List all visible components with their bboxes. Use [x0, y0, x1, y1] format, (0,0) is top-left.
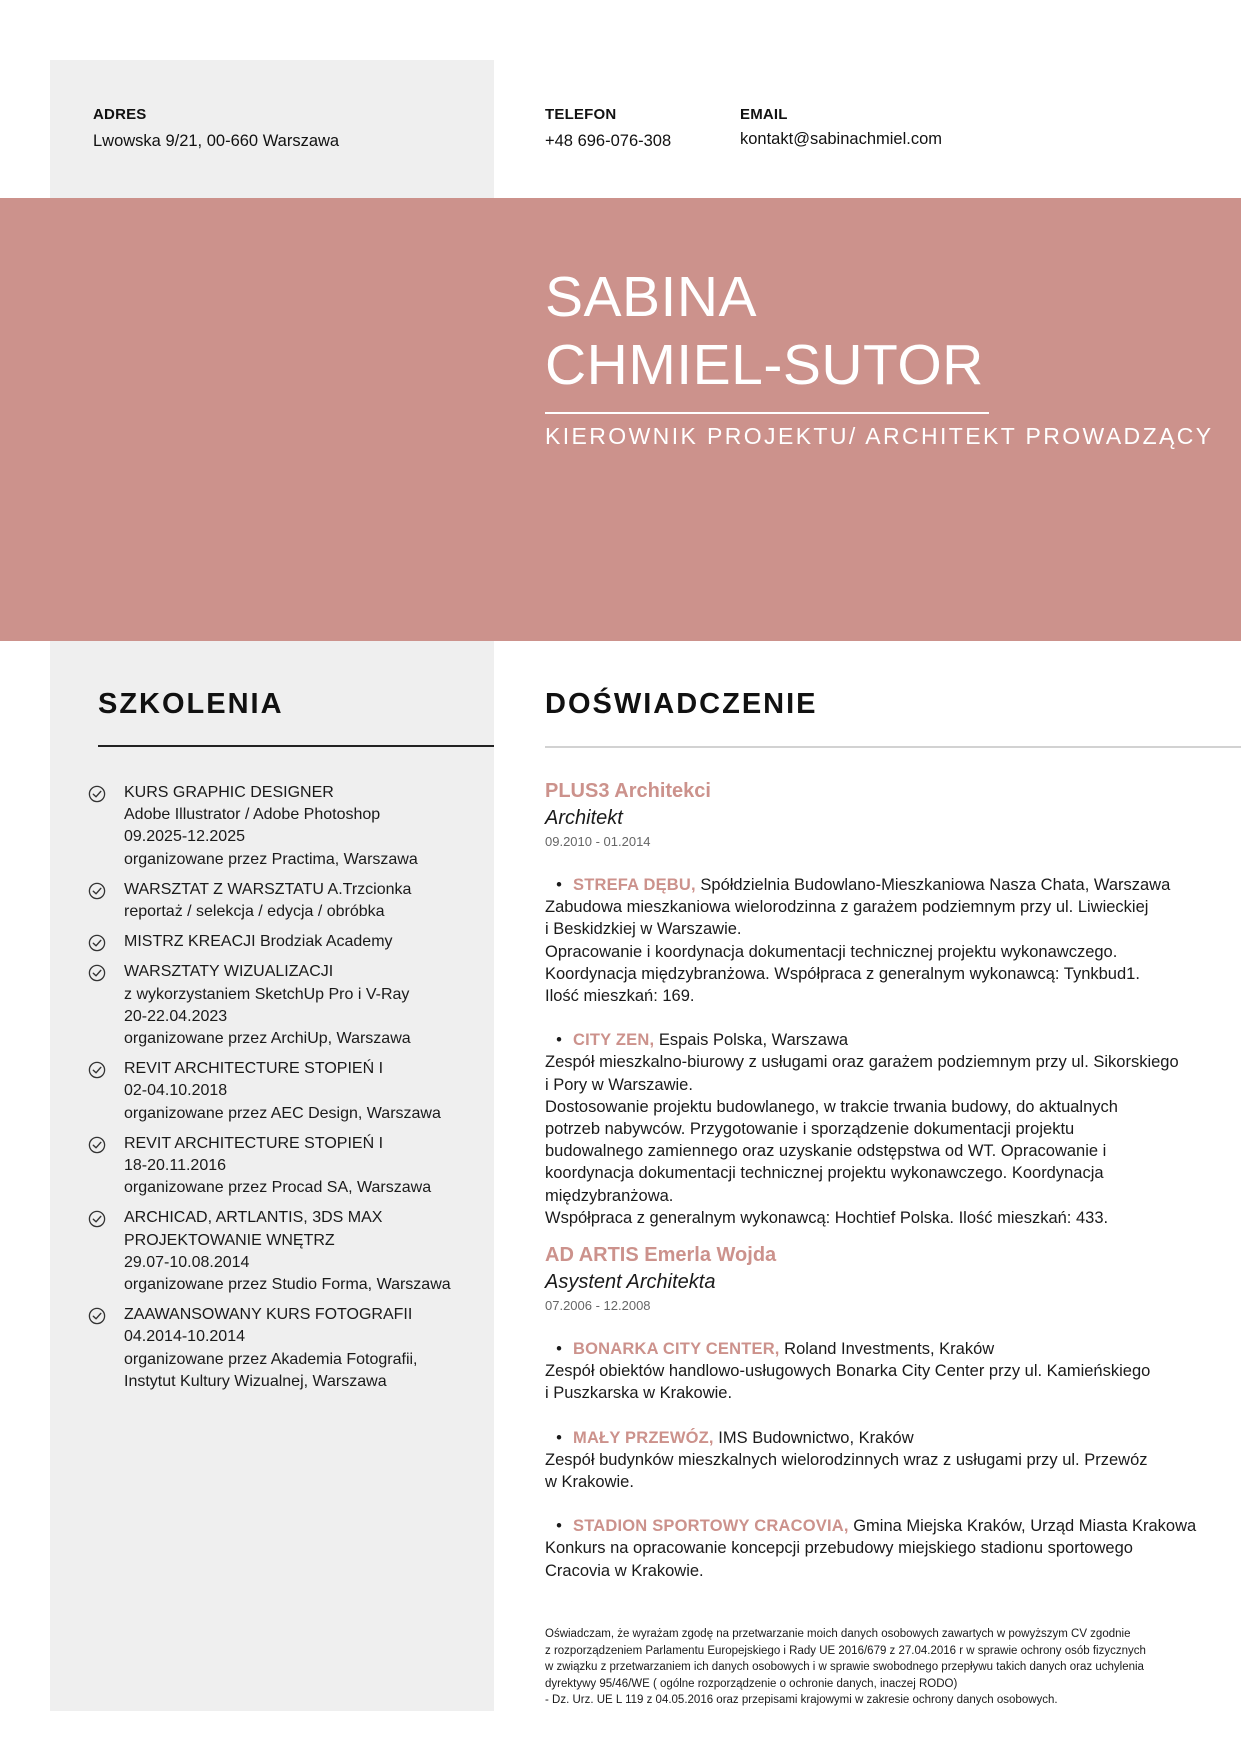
- address-label: ADRES: [93, 106, 147, 123]
- project-entry: [545, 874, 1235, 1007]
- project-description: i Beskidzkiej w Warszawie.: [545, 920, 742, 939]
- training-detail: 29.07-10.08.2014: [124, 1253, 250, 1271]
- training-detail: Adobe Illustrator / Adobe Photoshop: [124, 806, 381, 824]
- training-detail: Instytut Kultury Wizualnej, Warszawa: [124, 1372, 387, 1390]
- project-heading: [545, 1515, 1235, 1537]
- experience-list: [545, 777, 1235, 1604]
- email-label: EMAIL: [740, 106, 788, 123]
- experience-divider: [545, 746, 1241, 748]
- job-role: Asystent Architekta: [545, 1271, 716, 1294]
- training-detail: 09.2025-12.2025: [124, 828, 245, 846]
- experience-heading: DOŚWIADCZENIE: [545, 688, 818, 720]
- bullet-icon: •: [556, 1340, 562, 1359]
- training-item: [88, 961, 488, 1050]
- job-dates: 09.2010 - 01.2014: [545, 834, 651, 849]
- project-description: w Krakowie.: [545, 1473, 634, 1492]
- project-description: potrzeb nabywców. Przygotowanie i sporządzenie dokumentacji projektu: [545, 1120, 1075, 1139]
- project-name: BONARKA CITY CENTER,: [573, 1340, 780, 1359]
- training-list: [88, 782, 488, 1401]
- project-description: Ilość mieszkań: 169.: [545, 987, 695, 1006]
- candidate-name: [545, 263, 984, 399]
- training-item: [88, 1058, 488, 1125]
- project-description: budowalnego zamiennego oraz uzyskanie odstępstwa od WT. Opracowanie i: [545, 1142, 1107, 1161]
- training-detail: organizowane przez Practima, Warszawa: [124, 850, 418, 868]
- clause-line: dyrektywy 95/46/WE ( ogólne rozporządzenie o ochronie danych, inaczej RODO): [545, 1677, 958, 1690]
- project-name: MAŁY PRZEWÓZ,: [573, 1428, 714, 1447]
- check-circle-icon: [88, 1307, 106, 1325]
- project-description: Opracowanie i koordynacja dokumentacji technicznej projektu wykonawczego.: [545, 942, 1118, 961]
- email-value: kontakt@sabinachmiel.com: [740, 130, 943, 148]
- clause-line: z rozporządzeniem Parlamentu Europejskiego i Rady UE 2016/679 z 27.04.2016 r w sprawie ochrony osób fizycznych: [545, 1644, 1146, 1657]
- check-circle-icon: [88, 1136, 106, 1154]
- clause-line: w związku z przetwarzaniem ich danych osobowych i w sprawie swobodnego przepływu takich danych oraz uchylenia: [545, 1661, 1144, 1673]
- training-detail: organizowane przez AEC Design, Warszawa: [124, 1104, 441, 1122]
- training-detail: 04.2014-10.2014: [124, 1328, 245, 1346]
- project-entry: [545, 1515, 1235, 1582]
- clause-line: Oświadczam, że wyrażam zgodę na przetwarzanie moich danych osobowych zawartych w powyższym CV zgodnie: [545, 1628, 1131, 1640]
- company-name: AD ARTIS Emerla Wojda: [545, 1244, 777, 1267]
- project-description: i Pory w Warszawie.: [545, 1075, 693, 1094]
- training-title: WARSZTATY WIZUALIZACJI: [124, 963, 334, 981]
- training-item: [88, 1304, 488, 1393]
- job-role: Architekt: [545, 807, 623, 829]
- phone-value: +48 696-076-308: [545, 132, 672, 150]
- project-name: STADION SPORTOWY CRACOVIA,: [573, 1517, 849, 1536]
- project-name: CITY ZEN,: [573, 1031, 655, 1050]
- project-heading: [545, 1338, 1235, 1360]
- training-divider: [98, 745, 494, 747]
- project-name: STREFA DĘBU,: [573, 876, 696, 894]
- project-description: Zespół obiektów handlowo-usługowych Bonarka City Center przy ul. Kamieńskiego: [545, 1362, 1151, 1381]
- job-title: KIEROWNIK PROJEKTU/ ARCHITEKT PROWADZĄCY: [545, 423, 1214, 449]
- training-title: ARCHICAD, ARTLANTIS, 3DS MAX: [124, 1209, 383, 1227]
- project-heading: [545, 1427, 1235, 1449]
- training-detail: 20-22.04.2023: [124, 1007, 228, 1025]
- project-description: Dostosowanie projektu budowlanego, w trakcie trwania budowy, do aktualnych: [545, 1097, 1118, 1116]
- check-circle-icon: [88, 882, 106, 900]
- training-detail: 18-20.11.2016: [124, 1157, 227, 1175]
- training-item: [88, 879, 488, 923]
- check-circle-icon: [88, 785, 106, 803]
- name-line-first: SABINA: [545, 265, 758, 329]
- project-client: Espais Polska, Warszawa: [654, 1031, 849, 1050]
- training-detail: organizowane przez Akademia Fotografii,: [124, 1350, 418, 1368]
- name-divider: [545, 412, 989, 414]
- training-detail: organizowane przez Procad SA, Warszawa: [124, 1179, 432, 1197]
- bullet-icon: •: [556, 1517, 562, 1536]
- training-item: [88, 782, 488, 871]
- job-entry: [545, 1241, 1235, 1582]
- check-circle-icon: [88, 1061, 106, 1079]
- project-description: Cracovia w Krakowie.: [545, 1561, 704, 1580]
- project-description: Zabudowa mieszkaniowa wielorodzinna z garażem podziemnym przy ul. Liwieckiej: [545, 898, 1149, 917]
- job-dates: 07.2006 - 12.2008: [545, 1298, 651, 1314]
- project-heading: [545, 1029, 1235, 1051]
- check-circle-icon: [88, 964, 106, 982]
- training-item: [88, 1133, 488, 1200]
- gdpr-consent-clause: [545, 1626, 1235, 1709]
- check-circle-icon: [88, 934, 106, 952]
- training-detail: z wykorzystaniem SketchUp Pro i V-Ray: [124, 985, 410, 1003]
- project-entry: [545, 1029, 1235, 1229]
- contact-panel-background: [50, 60, 494, 198]
- bullet-icon: •: [556, 1031, 562, 1050]
- training-item: [88, 931, 488, 953]
- bullet-icon: •: [556, 876, 562, 894]
- project-client: IMS Budownictwo, Kraków: [713, 1428, 914, 1447]
- project-description: Zespół budynków mieszkalnych wielorodzinnych wraz z usługami przy ul. Przewóz: [545, 1450, 1148, 1469]
- company-name: PLUS3 Architekci: [545, 780, 711, 802]
- project-description: Koordynacja międzybranżowa. Współpraca z generalnym wykonawcą: Tynkbud1.: [545, 964, 1140, 983]
- training-detail: organizowane przez ArchiUp, Warszawa: [124, 1030, 411, 1048]
- bullet-icon: •: [556, 1428, 562, 1447]
- project-description: międzybranżowa.: [545, 1186, 674, 1205]
- training-title: REVIT ARCHITECTURE STOPIEŃ I: [124, 1060, 384, 1078]
- training-detail: PROJEKTOWANIE WNĘTRZ: [124, 1231, 335, 1249]
- training-title: ZAAWANSOWANY KURS FOTOGRAFII: [124, 1306, 413, 1324]
- project-entry: [545, 1338, 1235, 1405]
- clause-line: - Dz. Urz. UE L 119 z 04.05.2016 oraz przepisami krajowymi w zakresie ochrony danych osobowych.: [545, 1694, 1058, 1706]
- project-entry: [545, 1427, 1235, 1494]
- training-title: KURS GRAPHIC DESIGNER: [124, 784, 334, 801]
- project-description: i Puszkarska w Krakowie.: [545, 1384, 733, 1403]
- job-entry: [545, 777, 1235, 1229]
- project-description: Współpraca z generalnym wykonawcą: Hochtief Polska. Ilość mieszkań: 433.: [545, 1208, 1109, 1227]
- project-heading: [545, 874, 1235, 896]
- check-circle-icon: [88, 1210, 106, 1228]
- phone-label: TELEFON: [545, 106, 617, 123]
- project-description: koordynacja dokumentacji technicznej projektu wykonawczego. Koordynacja: [545, 1164, 1104, 1183]
- address-value: Lwowska 9/21, 00-660 Warszawa: [93, 132, 340, 150]
- name-line-last: CHMIEL-SUTOR: [545, 333, 984, 397]
- training-title: MISTRZ KREACJI Brodziak Academy: [124, 933, 393, 951]
- project-description: Konkurs na opracowanie koncepcji przebudowy miejskiego stadionu sportowego: [545, 1539, 1133, 1558]
- training-detail: organizowane przez Studio Forma, Warszawa: [124, 1276, 451, 1294]
- project-description: Zespół mieszkalno-biurowy z usługami oraz garażem podziemnym przy ul. Sikorskiego: [545, 1053, 1179, 1072]
- training-title: REVIT ARCHITECTURE STOPIEŃ I: [124, 1134, 384, 1152]
- training-title: WARSZTAT Z WARSZTATU A.Trzcionka: [124, 880, 412, 898]
- project-client: Roland Investments, Kraków: [779, 1340, 995, 1359]
- training-item: [88, 1207, 488, 1296]
- training-detail: 02-04.10.2018: [124, 1082, 228, 1100]
- project-client: Spółdzielnia Budowlano-Mieszkaniowa Nasza Chata, Warszawa: [695, 876, 1171, 894]
- training-detail: reportaż / selekcja / edycja / obróbka: [124, 903, 385, 921]
- training-heading: SZKOLENIA: [98, 688, 284, 720]
- project-client: Gmina Miejska Kraków, Urząd Miasta Krakowa: [848, 1517, 1197, 1536]
